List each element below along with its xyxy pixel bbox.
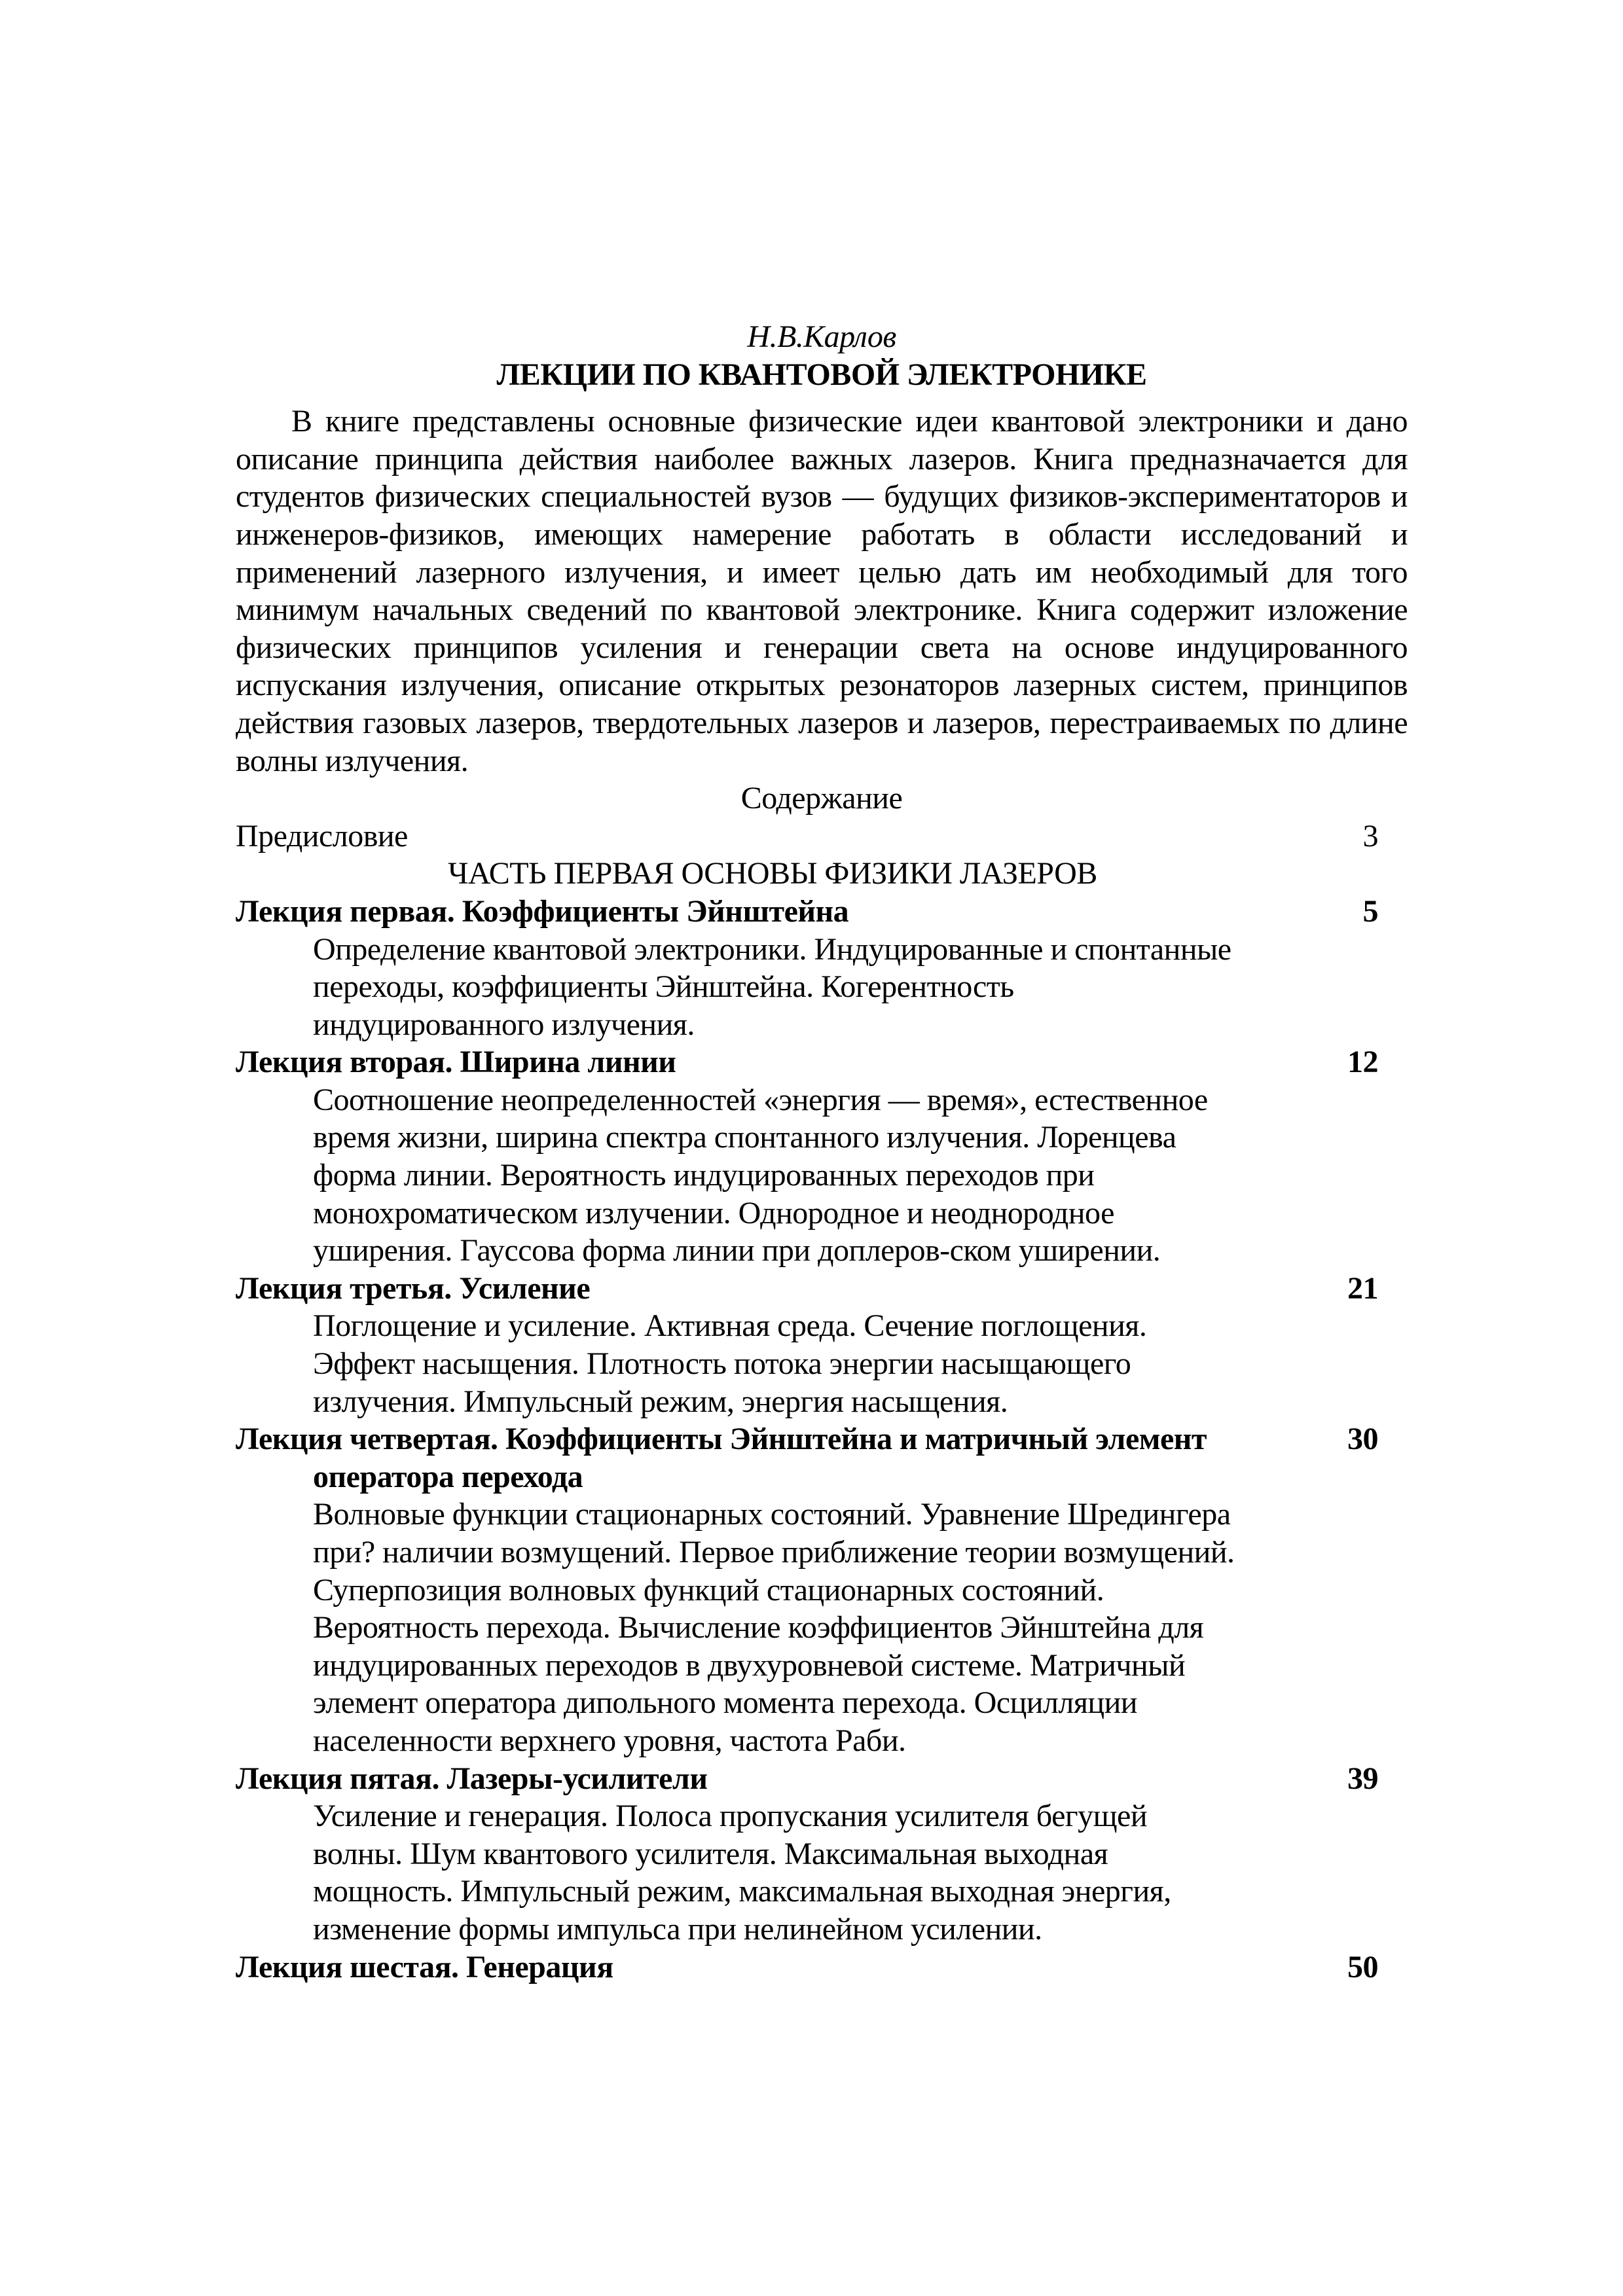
table-of-contents	[236, 817, 1408, 1986]
toc-entry-page: 12	[1347, 1045, 1378, 1080]
toc-entry-description: Соотношение неопределенностей «энергия — время», естественное время жизни, ширина спектра спонтанного излучения. Лоренцева форма линии. Вероятность индуцированных переходов при монохроматическом излучении. Однородное и неоднородное уширения. Гауссова форма линии при доплеров-ском уширении.	[313, 1082, 1208, 1268]
toc-entry-page: 30	[1347, 1422, 1378, 1457]
toc-entry-page: 21	[1347, 1270, 1378, 1306]
toc-entry-label: Лекция третья. Усиление	[236, 1270, 591, 1306]
toc-entry-label: Лекция первая. Коэффициенты Эйнштейна	[236, 893, 849, 929]
contents-heading: Содержание	[740, 781, 903, 816]
toc-entry-description: Усиление и генерация. Полоса пропускания усилителя бегущей волны. Шум квантового усилителя. Максимальная выходная мощность. Импульсный режим, максимальная выходная энергия, изменение формы импульса при нелинейном усилении.	[313, 1799, 1171, 1946]
toc-entry-description: Поглощение и усиление. Активная среда. Сечение поглощения. Эффект насыщения. Плотность потока энергии насыщающего излучения. Импульсный режим, энергия насыщения.	[313, 1308, 1147, 1419]
author-line: Н.В.Карлов	[747, 319, 896, 354]
toc-entry-description: Волновые функции стационарных состояний. Уравнение Шредингера при? наличии возмущений. Первое приближение теории возмущений. Суперпозиция волновых функций стационарных состояний. Вероятность перехода. Вычисление коэффициентов Эйнштейна для индуцированных переходов в двухуровневой системе. Матричный элемент оператора дипольного момента перехода. Осцилляции населенности верхнего уровня, частота Раби.	[313, 1497, 1235, 1758]
toc-entry-description: Определение квантовой электроники. Индуцированные и спонтанные переходы, коэффициенты Эйнштейна. Когерентность индуцированного излучения.	[313, 931, 1231, 1042]
toc-entry-label: Лекция пятая. Лазеры-усилители	[236, 1761, 708, 1796]
toc-row-lecture-6	[236, 1948, 1408, 1986]
toc-part-heading: ЧАСТЬ ПЕРВАЯ ОСНОВЫ ФИЗИКИ ЛАЗЕРОВ	[448, 856, 1097, 891]
toc-entry-label: Предисловие	[236, 818, 408, 853]
toc-entry-page: 50	[1347, 1949, 1378, 1984]
toc-entry-page: 3	[1362, 818, 1378, 853]
toc-entry-page: 5	[1362, 893, 1378, 929]
toc-entry-label: Лекция вторая. Ширина линии	[236, 1045, 676, 1080]
toc-row-lecture-2	[236, 1043, 1408, 1081]
document-content	[236, 318, 1408, 1986]
toc-entry-label: Лекция четвертая. Коэффициенты Эйнштейна и матричный элемент оператора перехода	[236, 1422, 1207, 1494]
abstract-paragraph: В книге представлены основные физические идеи квантовой электроники и дано описание принципа действия наиболее важных лазеров. Книга предназначается для студентов физических специальностей вузов — будущих физиков-экспериментаторов и инженеров-физиков, имеющих намерение работать в области исследований и применений лазерного излучения, и имеет целью дать им необходимый для того минимум начальных сведений по квантовой электронике. Книга содержит изложение физических принципов усиления и генерации света на основе индуцированного испускания излучения, описание открытых резонаторов лазерных систем, принципов действия газовых лазеров, твердотельных лазеров и лазеров, перестраиваемых по длине волны излучения.	[236, 404, 1408, 778]
toc-row-lecture-1	[236, 893, 1408, 931]
toc-row-lecture-3	[236, 1270, 1408, 1308]
book-title: ЛЕКЦИИ ПО КВАНТОВОЙ ЭЛЕКТРОНИКЕ	[496, 357, 1147, 392]
toc-entry-page: 39	[1347, 1761, 1378, 1796]
toc-entry-label: Лекция шестая. Генерация	[236, 1949, 613, 1984]
toc-row-preface	[236, 817, 1408, 855]
toc-row-lecture-4	[236, 1420, 1408, 1496]
toc-row-lecture-5	[236, 1760, 1408, 1798]
